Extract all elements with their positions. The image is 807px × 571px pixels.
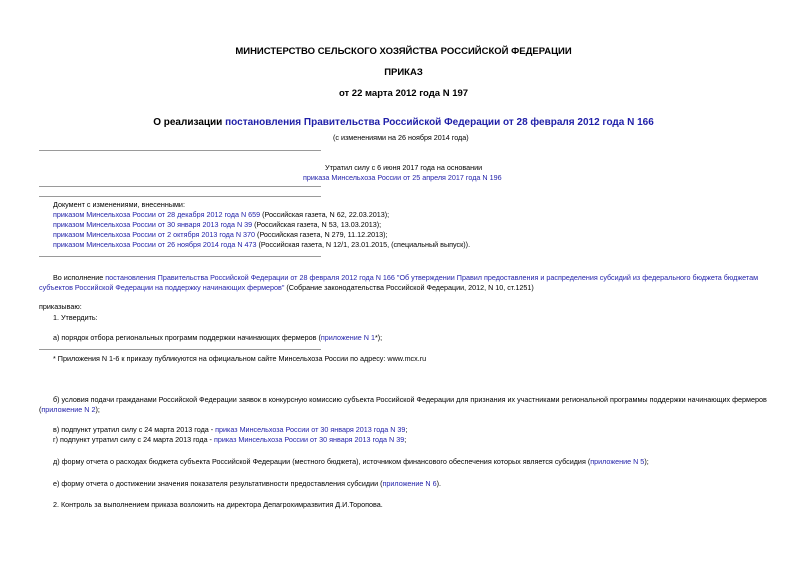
- changes-intro: Документ с изменениями, внесенными:: [53, 200, 185, 209]
- order-word: ПРИКАЗ: [384, 67, 423, 78]
- item-d-text: д) форму отчета о расходах бюджета субъекта Российской Федерации (местного бюджета), источником финансового обеспечения которых является субсидия (: [53, 457, 591, 466]
- item-d: [53, 457, 649, 467]
- divider-4: [39, 256, 321, 257]
- lost-force-text: Утратил силу с 6 июня 2017 года на основании: [325, 163, 483, 172]
- change-link[interactable]: приказом Минсельхоза России от 2 октября 2013 года N 370: [53, 230, 256, 239]
- title-prefix: О реализации: [153, 117, 226, 128]
- preamble-link[interactable]: постановления Правительства Российской Федерации от 28 февраля 2012 года N 166 "Об утверждении Правил предоставления и распределения субсидий из федерального бюджета бюджетам субъектов Российской Федерации на поддержку начинающих фермеров": [39, 273, 759, 292]
- change-rest: (Российская газета, N 279, 11.12.2013);: [255, 230, 388, 239]
- change-item: [53, 220, 381, 230]
- order-date: от 22 марта 2012 года N 197: [338, 88, 469, 99]
- item-g-text: г) подпункт утратил силу с 24 марта 2013 года -: [53, 435, 214, 444]
- item-v: [53, 425, 407, 435]
- item-v-link[interactable]: приказ Минсельхоза России от 30 января 2013 года N 39: [215, 425, 406, 434]
- item-g-tail: ;: [404, 435, 407, 444]
- item-a: [53, 333, 382, 343]
- item-g: [53, 435, 406, 445]
- change-link[interactable]: приказом Минсельхоза России от 26 ноября 2014 года N 473: [53, 240, 257, 249]
- item-e: [53, 479, 441, 489]
- item-1: 1. Утвердить:: [53, 313, 98, 322]
- change-item: [53, 240, 470, 250]
- divider-1: [39, 150, 321, 151]
- item-b-link[interactable]: приложение N 2: [41, 405, 96, 414]
- preamble-suffix: (Собрание законодательства Российской Федерации, 2012, N 10, ст.1251): [284, 283, 534, 292]
- document-title: [0, 117, 807, 128]
- footnote-divider: [39, 349, 321, 350]
- change-item: [53, 210, 389, 220]
- item-a-text: а) порядок отбора региональных программ поддержки начинающих фермеров (: [53, 333, 321, 342]
- item-g-link[interactable]: приказ Минсельхоза России от 30 января 2013 года N 39: [213, 435, 405, 444]
- item-e-text: е) форму отчета о достижении значения показателя результативности предоставления субсидии (: [53, 479, 383, 488]
- item-d-link[interactable]: приложение N 5: [590, 457, 645, 466]
- amended-note: (с изменениями на 26 ноября 2014 года): [333, 133, 469, 142]
- change-link[interactable]: приказом Минсельхоза России от 30 января 2013 года N 39: [53, 220, 253, 229]
- item-e-link[interactable]: приложение N 6: [382, 479, 437, 488]
- change-item: [53, 230, 388, 240]
- item-d-tail: );: [644, 457, 649, 466]
- change-rest: (Российская газета, N 53, 13.03.2013);: [252, 220, 382, 229]
- footnote: * Приложения N 1-6 к приказу публикуются на официальном сайте Минсельхоза России по адресу: www.mcx.ru: [53, 354, 427, 363]
- item-e-tail: ).: [436, 479, 441, 488]
- item-b-text: б) условия подачи гражданами Российской Федерации заявок в конкурсную комиссию субъекта Российской Федерации для признания их участниками региональной программы поддержки начинающих фермеров (: [39, 395, 767, 414]
- item-a-link[interactable]: приложение N 1: [320, 333, 375, 342]
- change-rest: (Российская газета, N 12/1, 23.01.2015, (специальный выпуск)).: [256, 240, 471, 249]
- item-a-tail: *);: [374, 333, 383, 342]
- change-rest: (Российская газета, N 62, 22.03.2013);: [260, 210, 390, 219]
- ministry-title: МИНИСТЕРСТВО СЕЛЬСКОГО ХОЗЯЙСТВА РОССИЙСКОЙ ФЕДЕРАЦИИ: [235, 46, 572, 57]
- item-2: 2. Контроль за выполнением приказа возложить на директора Депагрохимразвития Д.И.Торопова.: [53, 500, 383, 509]
- change-link[interactable]: приказом Минсельхоза России от 28 декабря 2012 года N 659: [53, 210, 261, 219]
- preamble-prefix: Во исполнение: [53, 273, 106, 282]
- orders-word: приказываю:: [39, 302, 82, 311]
- item-v-tail: ;: [405, 425, 408, 434]
- divider-3: [39, 196, 321, 197]
- item-v-text: в) подпункт утратил силу с 24 марта 2013 года -: [53, 425, 216, 434]
- preamble-paragraph: [39, 273, 774, 293]
- title-link[interactable]: постановления Правительства Российской Федерации от 28 февраля 2012 года N 166: [225, 117, 654, 128]
- divider-2: [39, 186, 321, 187]
- item-b-tail: );: [95, 405, 100, 414]
- item-b: [39, 395, 774, 415]
- lost-force-link[interactable]: приказа Минсельхоза России от 25 апреля 2017 года N 196: [303, 173, 502, 182]
